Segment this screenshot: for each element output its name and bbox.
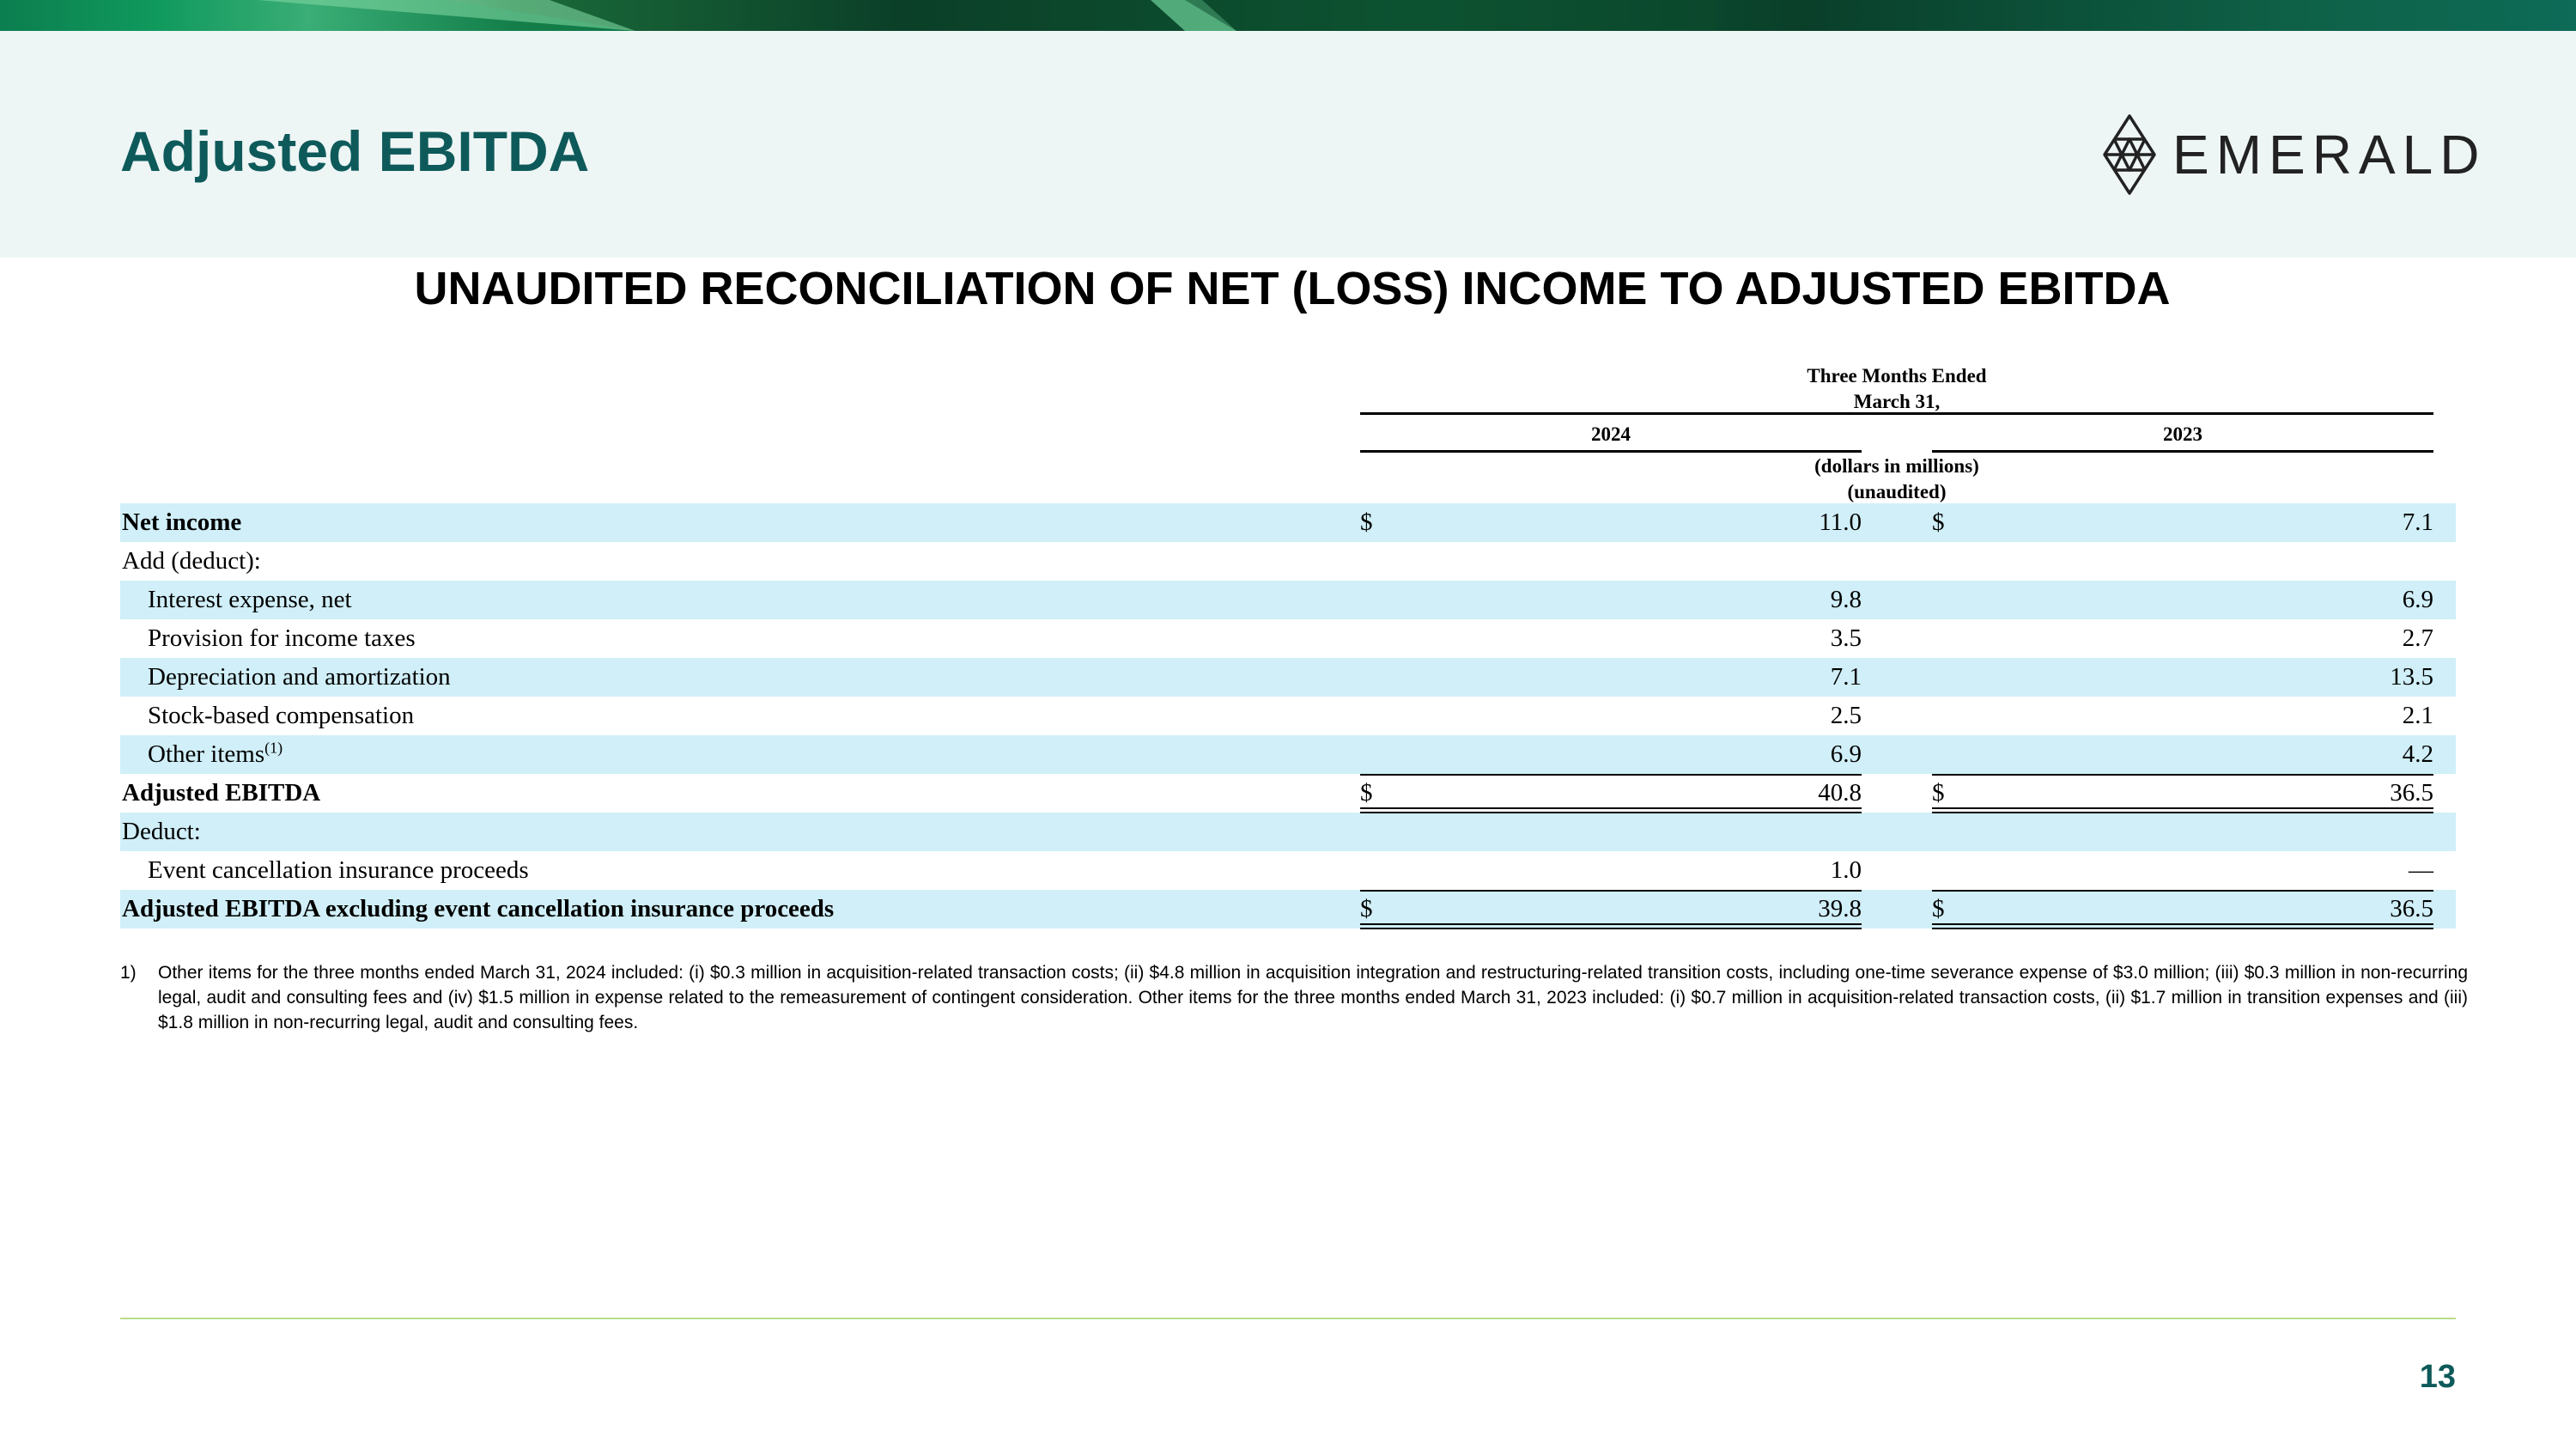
footnote-number: 1) xyxy=(120,963,137,983)
table-row-event-cancellation xyxy=(120,851,2456,890)
value-2024: 3.5 xyxy=(1830,624,1862,652)
value-2024: 7.1 xyxy=(1830,663,1862,691)
total-double-rule-2023 xyxy=(1932,807,2433,813)
period-header xyxy=(1360,363,2433,415)
top-decorative-band xyxy=(0,0,2576,31)
row-label: Deduct: xyxy=(122,818,201,845)
emerald-gem-icon xyxy=(2102,113,2157,196)
value-2024: 6.9 xyxy=(1830,740,1862,768)
year-2024-rule xyxy=(1360,450,1862,453)
table-row-stock-compensation xyxy=(120,697,2456,735)
bottom-divider xyxy=(120,1318,2456,1319)
value-2023: 2.1 xyxy=(2402,702,2433,729)
emerald-logo xyxy=(2102,113,2486,196)
row-label: Net income xyxy=(122,508,242,536)
row-label: Adjusted EBITDA xyxy=(122,779,321,807)
currency-2023: $ xyxy=(1932,508,1945,536)
footnote-text: Other items for the three months ended March 31, 2024 included: (i) $0.3 million in acquisition-related transaction costs; (ii) $4.8 million in acquisition integration and restructuring-related transition costs, including one-time severance expense of $3.0 million; (iii) $0.3 million in non-recurring legal, audit and consulting fees and (iv) $1.5 million in expense related to the remeasurement of contingent consideration. Other items for the three months ended March 31, 2023 included: (i) $0.7 million in acquisition-related transaction costs, (ii) $1.7 million in transition expenses and (iii) $1.8 million in non-recurring legal, audit and consulting fees. xyxy=(158,963,2468,1032)
currency-2023: $ xyxy=(1932,779,1945,807)
value-2023: 6.9 xyxy=(2402,586,2433,613)
value-2023: — xyxy=(2409,856,2433,884)
year-2023-header: 2023 xyxy=(2163,423,2202,445)
currency-2023: $ xyxy=(1932,895,1945,922)
row-label: Event cancellation insurance proceeds xyxy=(148,856,529,884)
row-label: Depreciation and amortization xyxy=(148,663,451,691)
period-header-rule xyxy=(1360,412,2433,415)
period-header-line2: March 31, xyxy=(1853,391,1941,412)
units-line2: (unaudited) xyxy=(1847,481,1947,502)
reconciliation-table xyxy=(120,503,2456,928)
page-number: 13 xyxy=(2419,1359,2456,1395)
period-header-line1: Three Months Ended xyxy=(1807,365,1987,387)
brand-wordmark: EMERALD xyxy=(2172,124,2487,186)
currency-2024: $ xyxy=(1360,508,1373,536)
row-label xyxy=(148,735,283,774)
band-graphic xyxy=(0,0,2576,31)
row-label: Provision for income taxes xyxy=(148,624,416,652)
value-2023: 7.1 xyxy=(2402,508,2433,536)
row-label: Adjusted EBITDA excluding event cancellation insurance proceeds xyxy=(122,895,835,922)
value-2023: 36.5 xyxy=(2390,779,2433,807)
value-2023: 2.7 xyxy=(2402,624,2433,652)
value-2023: 36.5 xyxy=(2390,895,2433,922)
subtotal-rule-2023 xyxy=(1932,774,2433,776)
currency-2024: $ xyxy=(1360,895,1373,922)
final-subtotal-rule-2023 xyxy=(1932,890,2433,892)
units-header xyxy=(1360,454,2433,505)
value-2024: 1.0 xyxy=(1830,856,1862,884)
table-row-interest-expense xyxy=(120,581,2456,619)
table-row-deduct xyxy=(120,813,2456,851)
footnote xyxy=(120,960,2468,1035)
table-row-other-items xyxy=(120,735,2456,774)
final-subtotal-rule-2024 xyxy=(1360,890,1862,892)
year-2023-rule xyxy=(1932,450,2433,453)
subtotal-rule-2024 xyxy=(1360,774,1862,776)
value-2023: 4.2 xyxy=(2402,740,2433,768)
footnote-reference: (1) xyxy=(264,739,283,757)
table-row-depreciation xyxy=(120,658,2456,697)
value-2024: 39.8 xyxy=(1818,895,1862,922)
report-title: UNAUDITED RECONCILIATION OF NET (LOSS) INCOME TO ADJUSTED EBITDA xyxy=(414,263,2171,314)
year-2024-header: 2024 xyxy=(1591,423,1631,445)
value-2023: 13.5 xyxy=(2390,663,2433,691)
row-label: Interest expense, net xyxy=(148,586,352,613)
units-line1: (dollars in millions) xyxy=(1814,455,1979,477)
value-2024: 40.8 xyxy=(1818,779,1862,807)
row-label: Add (deduct): xyxy=(122,547,261,575)
row-label-text: Other items xyxy=(148,740,265,768)
row-label: Stock-based compensation xyxy=(148,702,415,729)
value-2024: 9.8 xyxy=(1830,586,1862,613)
table-row-net-income xyxy=(120,503,2456,542)
value-2024: 2.5 xyxy=(1830,702,1862,729)
currency-2024: $ xyxy=(1360,779,1373,807)
final-double-rule-2023 xyxy=(1932,923,2433,929)
value-2024: 11.0 xyxy=(1819,508,1862,536)
total-double-rule-2024 xyxy=(1360,807,1862,813)
page-title: Adjusted EBITDA xyxy=(120,119,590,183)
table-row-income-taxes xyxy=(120,619,2456,658)
final-double-rule-2024 xyxy=(1360,923,1862,929)
table-row-add-deduct xyxy=(120,542,2456,581)
